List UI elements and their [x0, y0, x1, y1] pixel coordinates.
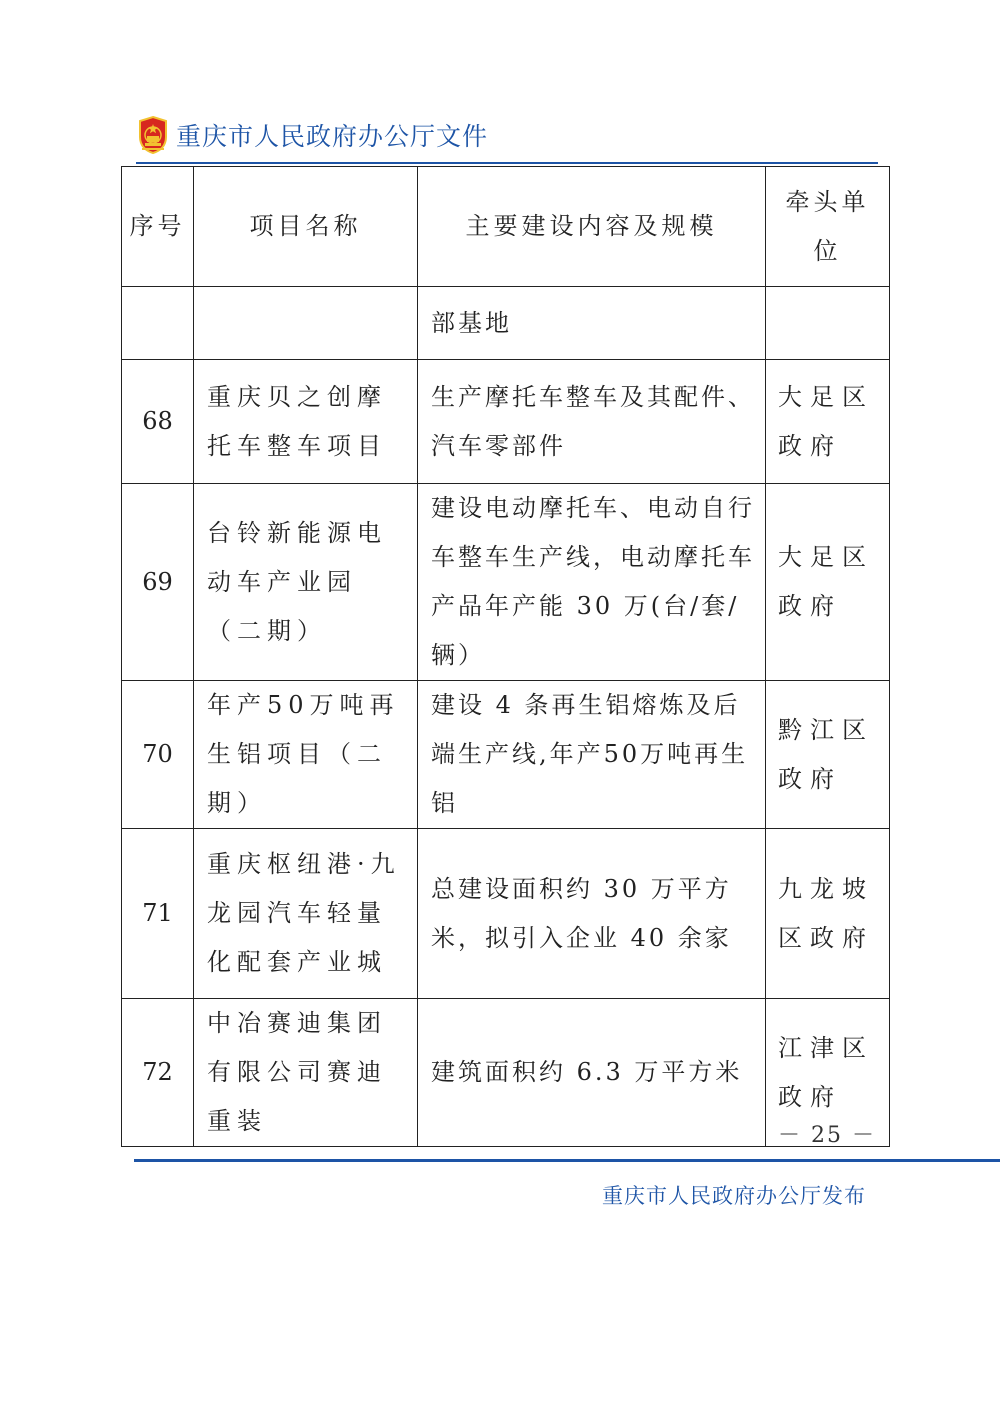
table-header-row [122, 167, 890, 287]
row-content: 建筑面积约 6.3 万平方米 [418, 999, 766, 1147]
table-row [122, 484, 890, 681]
row-lead-unit: 大足区政府 [766, 360, 890, 484]
row-project-name: 重庆贝之创摩托车整车项目 [194, 360, 418, 484]
document-header-title: 重庆市人民政府办公厅文件 [176, 122, 489, 151]
table-row [122, 829, 890, 999]
row-content: 建设 4 条再生铝熔炼及后端生产线,年产50万吨再生铝 [418, 681, 766, 829]
header-lead: 牵头单位 [766, 167, 890, 287]
header-name: 项目名称 [194, 167, 418, 287]
row-content: 建设电动摩托车、电动自行车整车生产线，电动摩托车产品年产能 30 万(台/套/辆） [418, 484, 766, 681]
row-project-name: 中冶赛迪集团有限公司赛迪重装 [194, 999, 418, 1147]
table-row [122, 999, 890, 1147]
row-content: 生产摩托车整车及其配件、汽车零部件 [418, 360, 766, 484]
row-index: 71 [122, 829, 194, 999]
header-content: 主要建设内容及规模 [418, 167, 766, 287]
row-content: 总建设面积约 30 万平方米，拟引入企业 40 余家 [418, 829, 766, 999]
document-header [136, 110, 488, 160]
table-row [122, 360, 890, 484]
row-index: 70 [122, 681, 194, 829]
row-lead-unit: 大足区政府 [766, 484, 890, 681]
header-divider [136, 162, 878, 164]
row-project-name [194, 287, 418, 360]
row-index: 68 [122, 360, 194, 484]
row-lead-unit [766, 287, 890, 360]
row-content: 部基地 [418, 287, 766, 360]
table-row [122, 287, 890, 360]
row-project-name: 年产50万吨再生铝项目（二期） [194, 681, 418, 829]
national-emblem-icon [136, 115, 170, 155]
row-index: 72 [122, 999, 194, 1147]
row-lead-unit: 九龙坡区政府 [766, 829, 890, 999]
row-project-name: 台铃新能源电动车产业园（二期） [194, 484, 418, 681]
header-index: 序号 [122, 167, 194, 287]
row-index [122, 287, 194, 360]
table-row [122, 681, 890, 829]
row-index: 69 [122, 484, 194, 681]
footer-publisher: 重庆市人民政府办公厅发布 [602, 1184, 866, 1208]
footer-divider [134, 1159, 1000, 1162]
row-lead-unit: 江津区政府 [766, 999, 890, 1147]
project-table [121, 166, 890, 1147]
row-project-name: 重庆枢纽港·九龙园汽车轻量化配套产业城 [194, 829, 418, 999]
page-number: － 25 － [778, 1123, 876, 1148]
row-lead-unit: 黔江区政府 [766, 681, 890, 829]
